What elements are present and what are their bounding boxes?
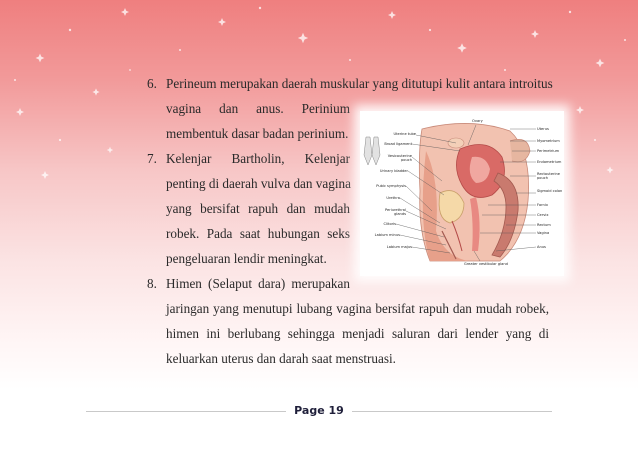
item-number-7: 7. [147,151,157,166]
figure-label: Fornix [537,203,548,207]
item-7-line-2: penting di daerah vulva dan vagina [166,176,351,191]
figure-label: Urethra [386,196,400,200]
item-number-8: 8. [147,276,157,291]
item-8-line-1: Himen (Selaput dara) merupakan [166,276,350,291]
item-7-line-1: Kelenjar Bartholin, Kelenjar [166,151,350,166]
item-6-line-1: Perineum merupakan daerah muskular yang ditutupi kulit antara introitus [166,76,553,91]
figure-label: Sigmoid colon [537,189,563,193]
figure-label: Labium minus [374,233,400,237]
figure-label: Perimetrium [537,149,560,153]
figure-label: Uterus [537,127,549,131]
figure-label: Anus [537,245,546,249]
figure-label: Rectum [537,223,551,227]
figure-label: Ovary [472,119,483,123]
item-number-6: 6. [147,76,157,91]
figure-label: Broad ligament [384,142,412,146]
footer-rule-right [352,411,552,412]
figure-label: Greater vestibular gland [464,262,508,266]
figure-label: Cervix [537,213,549,217]
figure-label: Endometrium [537,160,562,164]
footer-rule-left [86,411,286,412]
item-8-line-4: keluarkan uterus dan darah saat menstruasi. [166,351,396,366]
figure-label: Vesicouterine pouch [387,154,412,162]
figure-label: Urinary bladder [379,169,408,173]
figure-label: Pubic symphysis [376,184,406,188]
item-7-line-3: yang bersifat rapuh dan mudah [166,201,350,216]
figure-label: Rectouterine pouch [537,172,560,180]
item-6-line-3: membentuk dasar badan perinium. [166,126,349,141]
figure-label: Vagina [537,231,550,235]
figure-label: Myometrium [537,139,560,143]
figure-label: Uterine tube [393,132,416,136]
item-8-line-3: himen ini berlubang sehingga menjadi saluran dari lender yang di [166,326,549,341]
anatomy-figure [360,111,564,276]
item-7-line-4: robek. Pada saat hubungan seks [166,226,350,241]
item-7-line-5: pengeluaran lendir meningkat. [166,251,327,266]
item-6-line-2: vagina dan anus. Perinium [166,101,350,116]
figure-label: Clitoris [383,222,396,226]
item-8-line-2: jaringan yang menutupi lubang vagina bersifat rapuh dan mudah robek, [166,301,549,316]
page-number: Page 19 [294,404,344,417]
figure-label: Labium majus [386,245,412,249]
figure-label: Periurethral glands [385,208,406,216]
